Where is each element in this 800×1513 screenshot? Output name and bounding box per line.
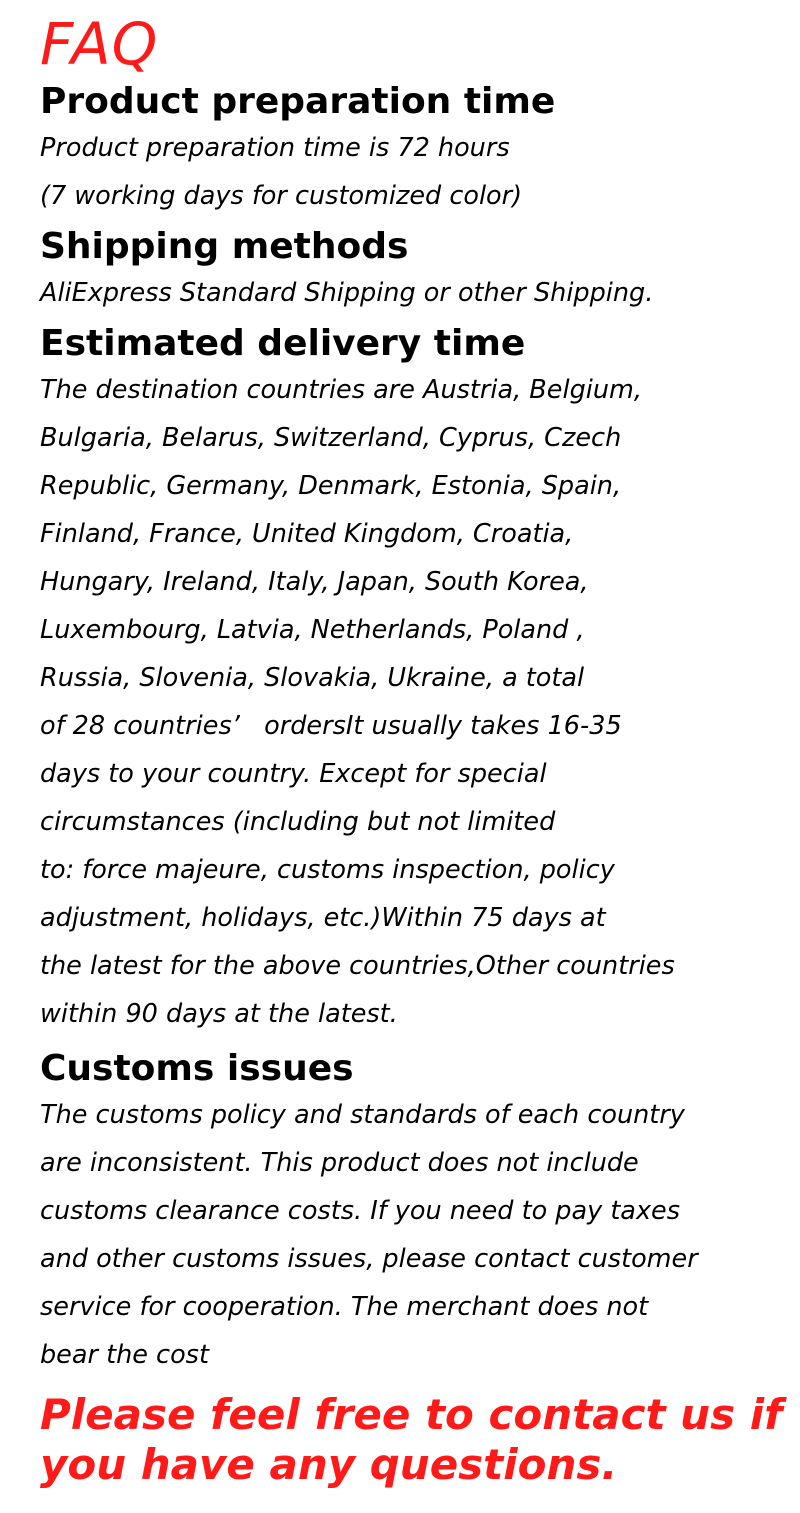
contact-callout: [40, 1390, 800, 1490]
section-text-line: The customs policy and standards of each country: [40, 1100, 685, 1130]
section-text-line: customs clearance costs. If you need to pay taxes: [40, 1196, 681, 1226]
section-preparation-time: [40, 80, 785, 220]
section-delivery-time: [40, 322, 785, 1038]
section-text-line: of 28 countries’ ordersIt usually takes 16-35: [40, 711, 622, 741]
contact-text-line: you have any questions.: [40, 1440, 618, 1489]
section-text-line: adjustment, holidays, etc.)Within 75 days at: [40, 903, 606, 933]
section-text-line: The destination countries are Austria, Belgium,: [40, 375, 642, 405]
section-text-line: (7 working days for customized color): [40, 181, 523, 211]
section-text-line: days to your country. Except for special: [40, 759, 547, 789]
section-heading: Customs issues: [40, 1048, 354, 1089]
section-text-line: Bulgaria, Belarus, Switzerland, Cyprus, Czech: [40, 423, 622, 453]
section-text-line: to: force majeure, customs inspection, policy: [40, 855, 615, 885]
section-shipping-methods: [40, 225, 785, 317]
section-text-line: Republic, Germany, Denmark, Estonia, Spain,: [40, 471, 622, 501]
section-heading: Estimated delivery time: [40, 323, 526, 364]
section-text-line: AliExpress Standard Shipping or other Shipping.: [40, 278, 654, 308]
section-text-line: Hungary, Ireland, Italy, Japan, South Korea,: [40, 567, 589, 597]
section-text-line: service for cooperation. The merchant does not: [40, 1292, 649, 1322]
section-text-line: Finland, France, United Kingdom, Croatia,: [40, 519, 574, 549]
section-heading: Product preparation time: [40, 81, 556, 122]
section-text-line: circumstances (including but not limited: [40, 807, 556, 837]
section-text-line: are inconsistent. This product does not include: [40, 1148, 639, 1178]
section-customs-issues: [40, 1047, 785, 1379]
contact-text-line: Please feel free to contact us if: [40, 1390, 783, 1439]
section-text-line: Product preparation time is 72 hours: [40, 133, 510, 163]
section-heading: Shipping methods: [40, 226, 409, 267]
section-text-line: within 90 days at the latest.: [40, 999, 398, 1029]
section-text-line: and other customs issues, please contact customer: [40, 1244, 698, 1274]
section-text-line: the latest for the above countries,Other countries: [40, 951, 675, 981]
section-text-line: bear the cost: [40, 1340, 209, 1370]
page-title: FAQ: [40, 10, 159, 78]
section-text-line: Russia, Slovenia, Slovakia, Ukraine, a total: [40, 663, 585, 693]
section-text-line: Luxembourg, Latvia, Netherlands, Poland ,: [40, 615, 585, 645]
